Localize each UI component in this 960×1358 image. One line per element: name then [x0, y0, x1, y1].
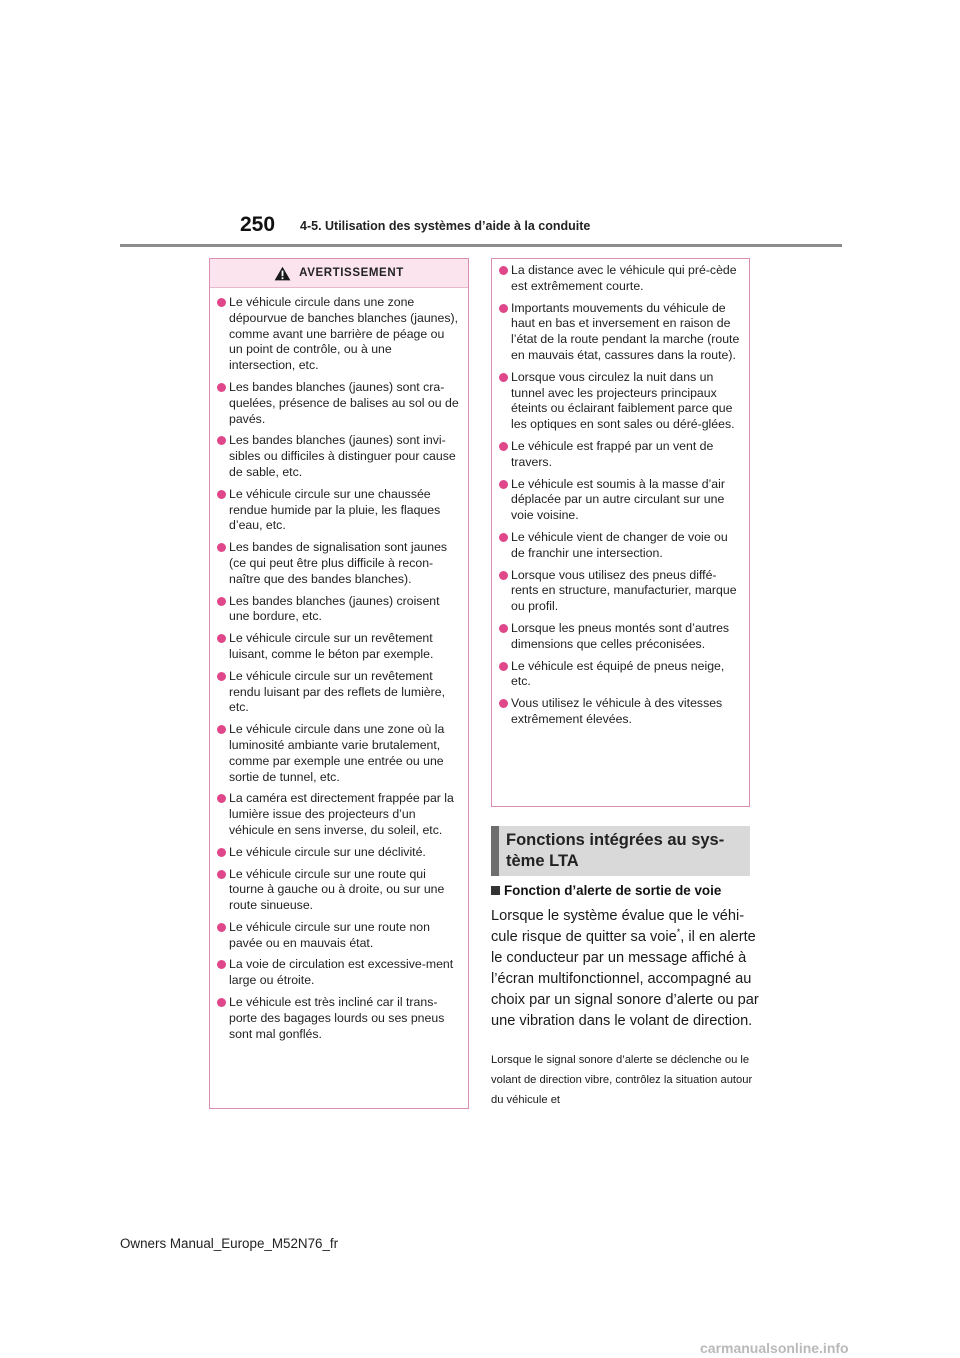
bullet-icon: [499, 373, 508, 382]
bullet-icon: [499, 699, 508, 708]
list-item: [499, 370, 741, 433]
list-item-text: Les bandes blanches (jaunes) croisent une bordure, etc.: [229, 593, 440, 624]
bullet-icon: [217, 870, 226, 879]
list-item: [217, 920, 460, 952]
feature-description: [491, 906, 759, 1032]
list-item-text: Les bandes blanches (jaunes) sont cra-quelées, présence de balises au sol ou de pavés.: [229, 379, 459, 426]
warning-box-right: [491, 258, 750, 807]
warning-list-right: [492, 259, 749, 728]
list-item: [499, 568, 741, 615]
list-item-text: Importants mouvements du véhicule de haut en bas et inversement en raison de l’état de la route pendant la marche (route en mauvais état, cassures dans la route).: [511, 300, 740, 362]
feature-heading-text: Fonction d’alerte de sortie de voie: [504, 883, 722, 898]
bullet-icon: [217, 794, 226, 803]
list-item: [217, 845, 460, 861]
list-item: [217, 867, 460, 914]
list-item-text: Le véhicule est équipé de pneus neige, etc.: [511, 658, 725, 689]
list-item: [499, 477, 741, 524]
list-item-text: Le véhicule circule sur une déclivité.: [229, 844, 426, 859]
bullet-icon: [499, 571, 508, 580]
list-item-text: Le véhicule circule sur une route qui tourne à gauche ou à droite, ou sur une route sinueuse.: [229, 866, 445, 913]
bullet-icon: [217, 597, 226, 606]
list-item: [217, 594, 460, 626]
list-item: [499, 530, 741, 562]
bullet-icon: [499, 662, 508, 671]
section-title: 4-5. Utilisation des systèmes d’aide à la conduite: [300, 219, 591, 233]
bullet-icon: [499, 442, 508, 451]
list-item-text: Le véhicule est très incliné car il trans-porte des bagages lourds ou ses pneus sont mal gonflés.: [229, 995, 445, 1041]
page-number: 250: [240, 213, 276, 236]
list-item: [217, 957, 460, 989]
bullet-icon: [217, 383, 226, 392]
list-item: [499, 696, 741, 728]
bullet-icon: [499, 266, 508, 275]
list-item: [499, 439, 741, 471]
list-item: [499, 659, 741, 691]
list-item: [217, 540, 460, 587]
list-item-text: Le véhicule est soumis à la masse d’air déplacée par un autre circulant sur une voie voisine.: [511, 476, 725, 523]
list-item-text: Le véhicule circule dans une zone où la luminosité ambiante varie brutalement, comme par exemple une entrée ou une sortie de tunnel, etc.: [229, 722, 445, 784]
list-item: [499, 301, 741, 364]
warning-triangle-icon: [274, 266, 291, 281]
bullet-icon: [217, 998, 226, 1007]
warning-title: AVERTISSEMENT: [299, 267, 404, 279]
list-item-text: La voie de circulation est excessive-ment large ou étroite.: [229, 957, 454, 988]
list-item: [217, 995, 460, 1042]
bullet-icon: [217, 436, 226, 445]
list-item: [217, 295, 460, 374]
list-item: [217, 487, 460, 534]
list-item-text: Le véhicule circule sur une chaussée rendue humide par la pluie, les flaques d’eau, etc.: [229, 486, 441, 533]
footer-text: Owners Manual_Europe_M52N76_fr: [120, 1236, 339, 1251]
bullet-icon: [217, 490, 226, 499]
footnote-mark: *: [676, 927, 681, 938]
bullet-icon: [499, 480, 508, 489]
list-item: [499, 621, 741, 653]
watermark: carmanualsonline.info: [700, 1340, 849, 1356]
list-item: [217, 722, 460, 785]
bullet-icon: [217, 672, 226, 681]
header-divider: [120, 244, 842, 247]
list-item-text: Les bandes blanches (jaunes) sont invi-sibles ou difficiles à distinguer pour cause de sable, etc.: [229, 433, 456, 479]
subsection-heading-box: [491, 826, 750, 876]
list-item-text: Le véhicule vient de changer de voie ou de franchir une intersection.: [511, 529, 728, 560]
bullet-icon: [217, 923, 226, 932]
feature-description-end: , il en alerte le conducteur par un message affiché à l’écran multifonctionnel, accompagné au choix par un signal sonore d’alerte ou par une vibration dans le volant de direction.: [491, 929, 759, 1029]
bullet-icon: [217, 543, 226, 552]
list-item-text: Lorsque les pneus montés sont d’autres dimensions que celles préconisées.: [511, 620, 730, 651]
list-item-text: Les bandes de signalisation sont jaunes (ce qui peut être plus difficile à recon-naître que des bandes blanches).: [229, 540, 448, 586]
list-item: [217, 380, 460, 427]
list-item-text: Le véhicule circule sur une route non pavée ou en mauvais état.: [229, 919, 430, 950]
list-item: [217, 669, 460, 716]
list-item-text: Lorsque vous circulez la nuit dans un tunnel avec les projecteurs principaux éteints ou éclairant faiblement parce que les optiques en sont sales ou déré-glées.: [511, 369, 735, 432]
list-item: [217, 631, 460, 663]
bullet-icon: [217, 725, 226, 734]
feature-description-start: Lorsque le système évalue que le véhi-cule risque de quitter sa voie: [491, 908, 745, 945]
list-item-text: Lorsque vous utilisez des pneus diffé-rents en structure, manufacturier, marque ou profil.: [511, 567, 737, 614]
list-item-text: La caméra est directement frappée par la lumière issue des projecteurs d’un véhicule en sens inverse, du soleil, etc.: [229, 791, 454, 837]
list-item: [499, 263, 741, 295]
bullet-icon: [499, 304, 508, 313]
list-item-text: Le véhicule circule dans une zone dépourvue de banches blanches (jaunes), comme avant une barrière de péage ou un point de contrôle, ou à une intersection, etc.: [229, 295, 459, 373]
list-item-text: Le véhicule circule sur un revêtement rendu luisant par des reflets de lumière, etc.: [229, 668, 445, 715]
bullet-icon: [217, 848, 226, 857]
bullet-icon: [217, 960, 226, 969]
list-item: [217, 433, 460, 480]
bullet-icon: [217, 634, 226, 643]
bullet-icon: [499, 624, 508, 633]
bullet-icon: [217, 298, 226, 307]
square-bullet-icon: [491, 886, 500, 895]
list-item-text: Vous utilisez le véhicule à des vitesses extrêmement élevées.: [511, 696, 723, 726]
warning-box-left: [209, 258, 469, 1109]
list-item: [217, 791, 460, 838]
warning-list-left: [210, 288, 468, 1042]
list-item-text: La distance avec le véhicule qui pré-cède est extrêmement courte.: [511, 263, 737, 293]
bullet-icon: [499, 533, 508, 542]
warning-header: [210, 259, 468, 288]
list-item-text: Le véhicule est frappé par un vent de travers.: [511, 438, 714, 469]
subsection-title: Fonctions intégrées au sys-tème LTA: [506, 831, 725, 870]
feature-note: Lorsque le signal sonore d’alerte se déclenche ou le volant de direction vibre, contrôlez la situation autour du véhicule et: [491, 1054, 753, 1106]
feature-heading: [491, 883, 753, 898]
list-item-text: Le véhicule circule sur un revêtement luisant, comme le béton par exemple.: [229, 631, 434, 661]
